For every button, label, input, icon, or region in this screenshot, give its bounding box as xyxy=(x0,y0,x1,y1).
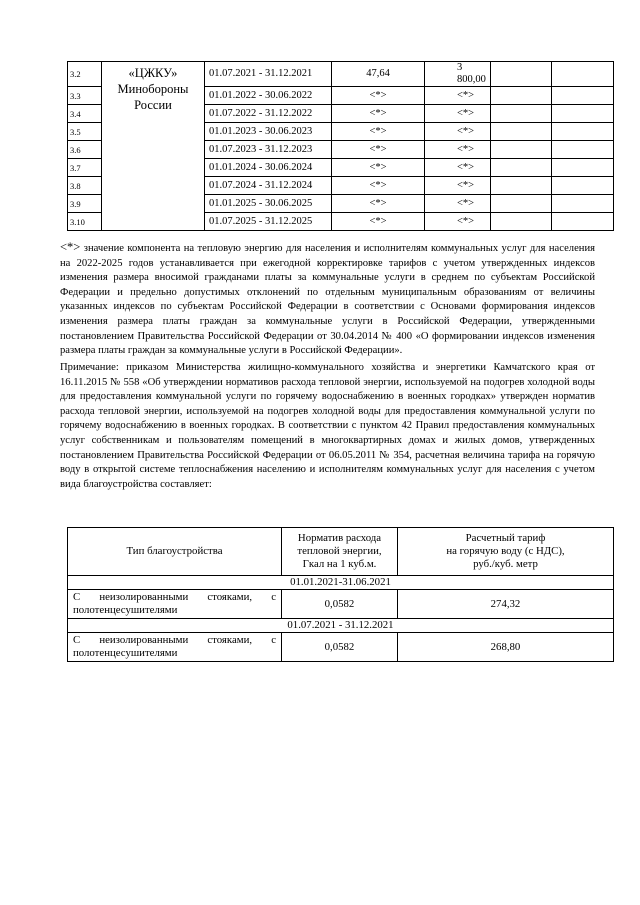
period: 01.07.2022 - 31.12.2022 xyxy=(205,105,332,123)
header-tariff xyxy=(398,528,614,576)
header-row xyxy=(68,528,614,576)
period: 01.01.2022 - 30.06.2022 xyxy=(205,87,332,105)
value-2: 3 800,00 xyxy=(425,62,491,87)
footnote-mark: <*> xyxy=(60,240,81,254)
norm-value: 0,0582 xyxy=(282,633,398,662)
value-2: <*> xyxy=(425,177,491,195)
header-line: Расчетный тариф xyxy=(465,532,546,544)
empty-cell xyxy=(552,105,614,123)
footnote-text: значение компонента на тепловую энергию для населения и исполнителям коммунальных услуг для населения на 2022-2025 годов устанавливается при ежегодной корректировке тарифов с учетом утвержденных индексов изменения размера вносимой гражданами платы за коммунальные услуги в среднем по субъектам Российской Федерации и предельно допустимых отклонений по отдельным муниципальным образованиям от величины указанных индексов по субъектам Российской Федерации в соответствии с Основами формирования индексов изменения размера платы граждан за коммунальные услуги в Российской Федерации, утвержденными постановлением Правительства Российской Федерации от 30.04.2014 № 400 «О формировании индексов изменения размера платы граждан за коммунальные услуги в Российской Федерации». xyxy=(60,243,595,357)
table-row xyxy=(68,633,614,662)
row-number: 3.5 xyxy=(68,123,102,141)
period: 01.01.2023 - 30.06.2023 xyxy=(205,123,332,141)
period-label: 01.07.2021 - 31.12.2021 xyxy=(68,619,614,633)
period: 01.07.2021 - 31.12.2021 xyxy=(205,62,332,87)
value-2: <*> xyxy=(425,87,491,105)
table-row xyxy=(68,62,614,87)
row-number: 3.2 xyxy=(68,62,102,87)
footnote xyxy=(60,240,595,359)
empty-cell xyxy=(491,62,552,87)
period-row xyxy=(68,576,614,590)
organization-name xyxy=(102,62,205,231)
row-number: 3.8 xyxy=(68,177,102,195)
empty-cell xyxy=(552,195,614,213)
header-type: Тип благоустройства xyxy=(68,528,282,576)
empty-cell xyxy=(552,87,614,105)
row-number: 3.10 xyxy=(68,213,102,231)
period-label: 01.01.2021-31.06.2021 xyxy=(68,576,614,590)
value-1: <*> xyxy=(332,213,425,231)
note-paragraph: Примечание: приказом Министерства жилищно-коммунального хозяйства и энергетики Камчатского края от 16.11.2015 № 558 «Об утверждении нормативов расхода тепловой энергии, используемой на подогрев холодной воды для предоставления коммунальной услуги по горячему водоснабжению в военных городках» утвержден норматив расхода тепловой энергии, используемой на подогрев холодной воды для предоставления коммунальной услуги по горячему водоснабжению в военных городках. В соответствии с пунктом 42 Правил предоставления коммунальных услуг собственникам и пользователям помещений в многоквартирных домах и жилых домов, утвержденных постановлением Правительства Российской Федерации от 06.05.2011 № 354, расчетная величина тарифа на горячую воду в открытой системе теплоснабжения населению и исполнителям коммунальных услуг для населения с учетом вида благоустройства составляет: xyxy=(60,362,595,490)
value-2: <*> xyxy=(425,123,491,141)
value-2: <*> xyxy=(425,141,491,159)
period: 01.07.2025 - 31.12.2025 xyxy=(205,213,332,231)
improvement-type: С неизолированными стояками, с полотенцесушителями xyxy=(68,590,282,619)
empty-cell xyxy=(491,195,552,213)
header-line: тепловой энергии, xyxy=(297,545,382,557)
value-1: <*> xyxy=(332,87,425,105)
period-row xyxy=(68,619,614,633)
value-1: <*> xyxy=(332,195,425,213)
period: 01.01.2024 - 30.06.2024 xyxy=(205,159,332,177)
period: 01.07.2023 - 31.12.2023 xyxy=(205,141,332,159)
period: 01.01.2025 - 30.06.2025 xyxy=(205,195,332,213)
row-number: 3.9 xyxy=(68,195,102,213)
header-line: руб./куб. метр xyxy=(473,558,538,570)
header-line: Гкал на 1 куб.м. xyxy=(302,558,377,570)
empty-cell xyxy=(491,213,552,231)
empty-cell xyxy=(552,123,614,141)
empty-cell xyxy=(552,159,614,177)
value-1: <*> xyxy=(332,123,425,141)
row-number: 3.4 xyxy=(68,105,102,123)
value-1: <*> xyxy=(332,141,425,159)
row-number: 3.7 xyxy=(68,159,102,177)
value-2: <*> xyxy=(425,213,491,231)
empty-cell xyxy=(552,62,614,87)
value-2: <*> xyxy=(425,159,491,177)
value-1: <*> xyxy=(332,105,425,123)
value-2: <*> xyxy=(425,195,491,213)
tariff-value: 274,32 xyxy=(398,590,614,619)
empty-cell xyxy=(491,87,552,105)
header-line: Норматив расхода xyxy=(297,532,382,544)
value-1: <*> xyxy=(332,159,425,177)
tariff-table xyxy=(67,61,614,231)
norm-value: 0,0582 xyxy=(282,590,398,619)
tariff-value: 268,80 xyxy=(398,633,614,662)
empty-cell xyxy=(491,159,552,177)
header-norm xyxy=(282,528,398,576)
empty-cell xyxy=(491,123,552,141)
row-number: 3.6 xyxy=(68,141,102,159)
improvement-type: С неизолированными стояками, с полотенцесушителями xyxy=(68,633,282,662)
empty-cell xyxy=(552,213,614,231)
organization-line: России xyxy=(134,98,172,112)
empty-cell xyxy=(491,177,552,195)
value-1: 47,64 xyxy=(332,62,425,87)
norm-tariff-table xyxy=(67,527,614,662)
table-row xyxy=(68,590,614,619)
organization-line: Минобороны xyxy=(117,82,189,96)
empty-cell xyxy=(552,141,614,159)
empty-cell xyxy=(491,105,552,123)
value-2: <*> xyxy=(425,105,491,123)
empty-cell xyxy=(552,177,614,195)
row-number: 3.3 xyxy=(68,87,102,105)
period: 01.07.2024 - 31.12.2024 xyxy=(205,177,332,195)
header-line: на горячую воду (с НДС), xyxy=(446,545,565,557)
organization-line: «ЦЖКУ» xyxy=(128,66,178,80)
value-1: <*> xyxy=(332,177,425,195)
empty-cell xyxy=(491,141,552,159)
